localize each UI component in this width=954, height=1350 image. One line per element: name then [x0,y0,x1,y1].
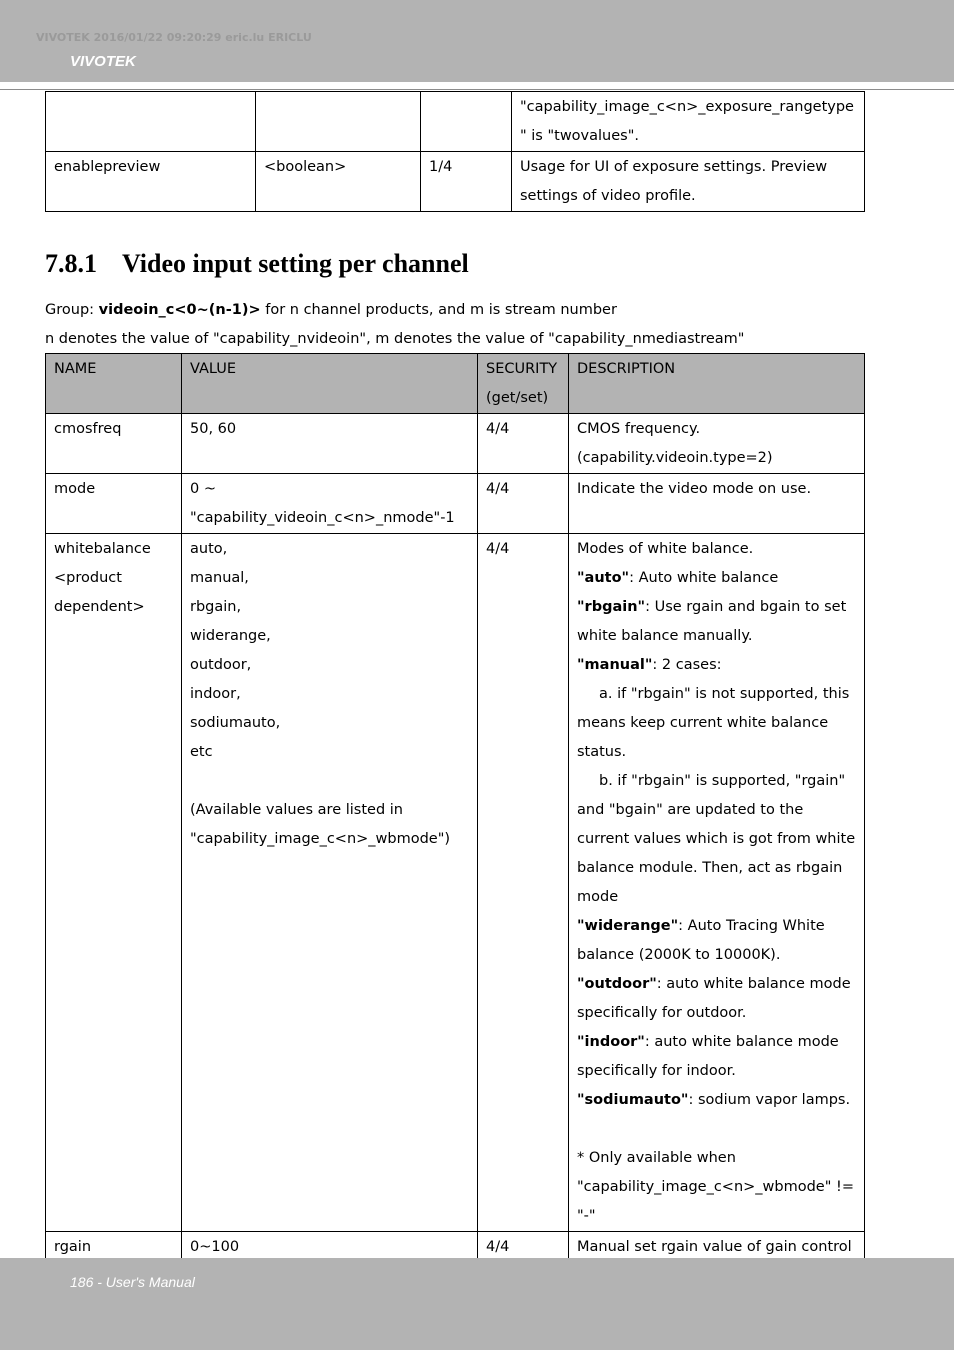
cell-description: "capability_image_c<n>_exposure_rangetype" is "twovalues". [512,92,865,152]
case-b [577,767,856,912]
header-value: VALUE [182,354,478,414]
cell-value: 50, 60 [182,414,478,474]
value-line [190,767,469,796]
cell-security: 4/4 [478,474,569,534]
group-prefix: Group: [45,302,99,318]
value-line: (Available values are listed in "capability_image_c<n>_wbmode") [190,802,451,847]
mode-entry [577,1086,856,1115]
section-number: 7.8.1 [45,249,97,278]
mode-entry [577,651,856,680]
cell-name [46,92,256,152]
section-note: n denotes the value of "capability_nvideoin", m denotes the value of "capability_nmediastream" [45,331,745,347]
cell-description: Manual set rgain value of gain control [569,1232,865,1292]
parameter-table [45,353,865,1292]
value-line: manual, [190,570,249,586]
cell-security: 1/4 [421,152,512,212]
header-name: NAME [46,354,182,414]
mode-text: : 2 cases: [652,657,722,673]
cell-security [421,92,512,152]
cell-value [182,534,478,1232]
value-line: auto, [190,541,228,557]
table-row [46,92,865,152]
page-header [0,0,954,82]
cell-name: enablepreview [46,152,256,212]
cell-value: 0 ~ "capability_videoin_c<n>_nmode"-1 [182,474,478,534]
group-description [45,299,617,321]
value-line: outdoor, [190,657,252,673]
cell-security: 4/4 [478,1232,569,1292]
table-row [46,474,865,534]
group-suffix: for n channel products, and m is stream number [260,302,617,318]
case-b-text: b. if "rbgain" is supported, "rgain" and "bgain" are updated to the current values which is got from white balance module. Then, act as rbgain mode [577,773,856,905]
value-line: widerange, [190,628,271,644]
mode-key: "auto" [577,570,630,586]
mode-text: : Auto white balance [629,570,779,586]
header-security: SECURITY (get/set) [478,354,569,414]
value-line: indoor, [190,686,241,702]
mode-text: : auto white balance mode specifically for outdoor. [577,976,851,1021]
table-header-row [46,354,865,414]
table-row [46,414,865,474]
cell-name: cmosfreq [46,414,182,474]
blank-line [577,1115,856,1144]
value-line: etc [190,744,213,760]
section-heading [45,249,469,279]
mode-entry [577,564,856,593]
mode-text: : sodium vapor lamps. [688,1092,851,1108]
cell-name: mode [46,474,182,534]
table-row [46,534,865,1232]
mode-text: : Use rgain and bgain to set white balance manually. [577,599,847,644]
mode-entry [577,970,856,1028]
mode-key: "indoor" [577,1034,645,1050]
mode-key: "sodiumauto" [577,1092,689,1108]
mode-entry [577,1028,856,1086]
cell-description: Usage for UI of exposure settings. Preview settings of video profile. [512,152,865,212]
mode-text: : Auto Tracing White balance (2000K to 10000K). [577,918,825,963]
print-stamp: VIVOTEK 2016/01/22 09:20:29 eric.lu ERICLU [36,31,312,44]
value-line: rbgain, [190,599,242,615]
header-description: DESCRIPTION [569,354,865,414]
table-row [46,152,865,212]
cell-name: whitebalance <product dependent> [46,534,182,1232]
mode-entry [577,593,856,651]
mode-key: "widerange" [577,918,679,934]
cell-description: Indicate the video mode on use. [569,474,865,534]
page-footer [0,1258,954,1350]
value-line: sodiumauto, [190,715,281,731]
mode-key: "rbgain" [577,599,646,615]
cell-security: 4/4 [478,414,569,474]
case-a [577,680,856,767]
cell-description: CMOS frequency. (capability.videoin.type=2) [569,414,865,474]
header-rule [0,89,954,90]
mode-text: : auto white balance mode specifically for indoor. [577,1034,839,1079]
cell-description [569,534,865,1232]
case-a-text: a. if "rbgain" is not supported, this means keep current white balance status. [577,686,850,760]
cell-name: rgain [46,1232,182,1292]
cell-value [256,92,421,152]
desc-intro: Modes of white balance. [577,541,754,557]
group-name: videoin_c<0~(n-1)> [98,302,261,318]
footnote: * Only available when "capability_image_c<n>_wbmode" != "-" [577,1150,854,1224]
mode-key: "manual" [577,657,653,673]
mode-key: "outdoor" [577,976,657,992]
cell-value: <boolean> [256,152,421,212]
page-number: 186 - User's Manual [70,1274,195,1290]
section-title: Video input setting per channel [122,249,469,278]
parameter-table-continued [45,91,865,212]
cell-security: 4/4 [478,534,569,1232]
mode-entry [577,912,856,970]
cell-value: 0~100 [182,1232,478,1292]
brand-logo-text: VIVOTEK [70,53,136,70]
